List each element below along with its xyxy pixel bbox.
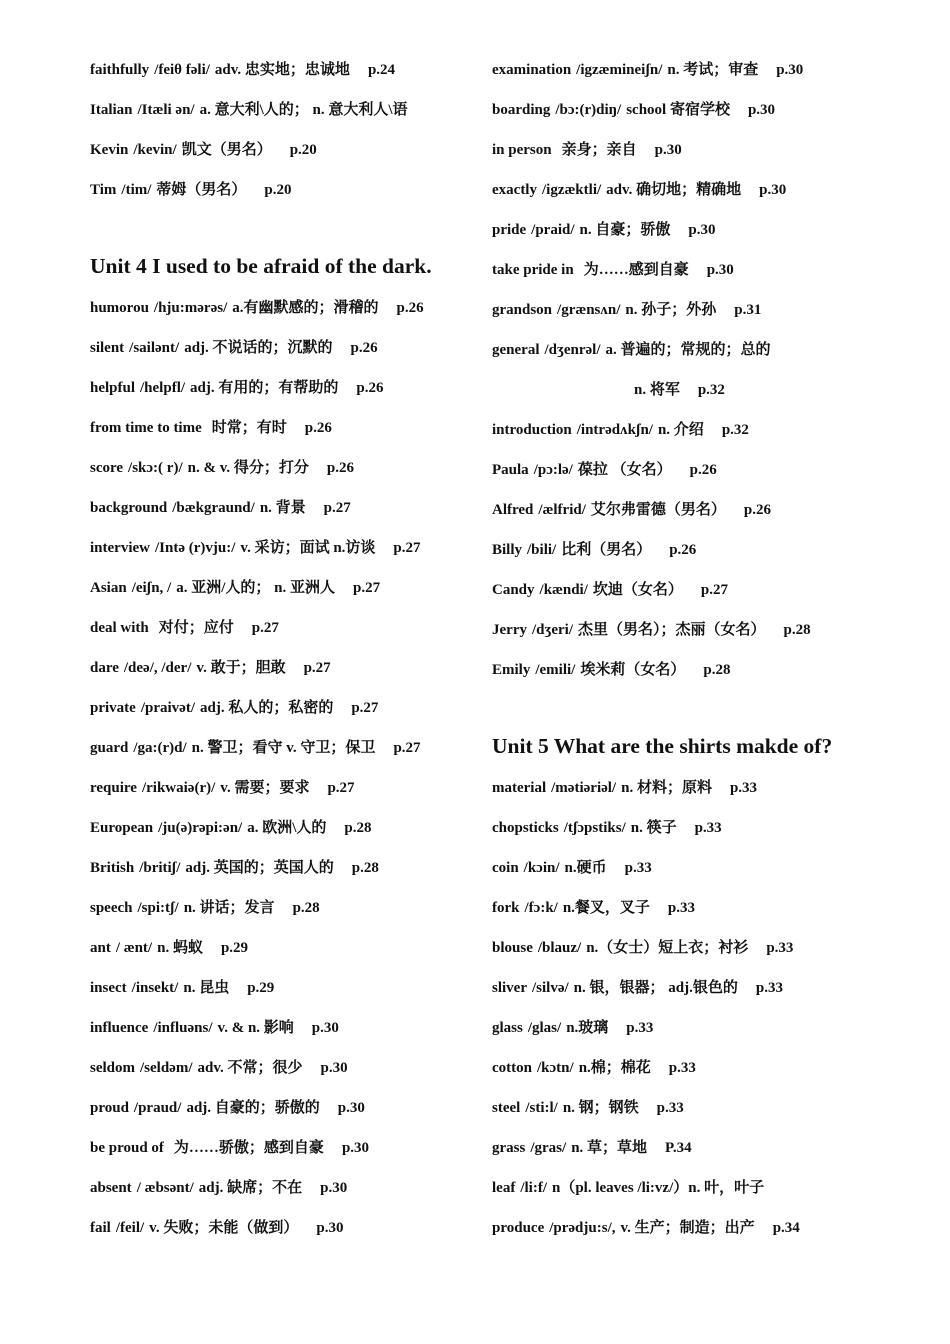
vocab-page: p.26 — [396, 300, 424, 316]
vocab-gloss: adv. 确切地；精确地 — [606, 182, 742, 198]
vocab-phonetic: /emili/ — [535, 662, 576, 678]
vocab-phonetic: /Itæli ən/ — [137, 102, 195, 118]
vocab-gloss: n.硬币 — [564, 860, 607, 876]
vocab-entry — [90, 50, 485, 90]
vocab-word: fork — [492, 900, 520, 916]
left-column — [90, 50, 485, 1248]
vocab-page: p.32 — [697, 382, 725, 398]
vocab-entry — [90, 1008, 485, 1048]
vocab-gloss: 蒂姆（男名） — [156, 182, 247, 198]
vocab-word: steel — [492, 1100, 521, 1116]
vocab-gloss: n.餐叉，叉子 — [562, 900, 650, 916]
vocab-word: boarding — [492, 102, 551, 118]
vocab-page: p.27 — [303, 660, 331, 676]
vocab-phonetic: / ænt/ — [115, 940, 153, 956]
vocab-word: score — [90, 460, 124, 476]
vocab-word: coin — [492, 860, 519, 876]
vocab-gloss: n. 自豪；骄傲 — [579, 222, 671, 238]
vocab-entry — [90, 90, 485, 130]
vocab-page: p.27 — [393, 540, 421, 556]
vocab-page: p.32 — [721, 422, 749, 438]
vocab-page: p.20 — [264, 182, 292, 198]
vocab-phonetic: /deə/, /der/ — [123, 660, 192, 676]
vocab-entry — [90, 768, 485, 808]
vocab-gloss: v. 生产；制造；出产 — [620, 1220, 755, 1236]
vocab-word: examination — [492, 62, 572, 78]
vocab-gloss: 坎迪（女名） — [592, 582, 683, 598]
vocab-gloss: v. & n. 影响 — [217, 1020, 294, 1036]
vocab-word: seldom — [90, 1060, 135, 1076]
vocab-word: influence — [90, 1020, 149, 1036]
vocab-word: fail — [90, 1220, 111, 1236]
vocab-phonetic: /igzæmineiʃn/ — [576, 62, 663, 78]
vocab-gloss: adj. 有用的；有帮助的 — [190, 380, 339, 396]
vocab-gloss: n. 讲话；发言 — [183, 900, 275, 916]
vocab-entry — [90, 608, 485, 648]
vocab-gloss: a. 亚洲/人的； n. 亚洲人 — [176, 580, 335, 596]
vocab-entry — [492, 290, 932, 330]
vocab-gloss: 杰里（男名）；杰丽（女名） — [578, 622, 766, 638]
vocab-gloss: 葆拉 （女名） — [577, 462, 672, 478]
vocab-entry — [492, 530, 932, 570]
vocab-gloss: n.玻璃 — [566, 1020, 609, 1036]
vocab-word: Jerry — [492, 622, 527, 638]
vocab-gloss: 比利（男名） — [561, 542, 652, 558]
vocab-entry — [492, 808, 932, 848]
vocab-word: chopsticks — [492, 820, 559, 836]
vocab-phonetic: /seldəm/ — [140, 1060, 193, 1076]
vocab-entry — [492, 210, 932, 250]
vocab-word: proud — [90, 1100, 129, 1116]
vocab-word: helpful — [90, 380, 136, 396]
vocab-word: interview — [90, 540, 150, 556]
vocab-word: guard — [90, 740, 129, 756]
vocab-phonetic: /grænsʌn/ — [557, 302, 621, 318]
vocab-entry — [90, 568, 485, 608]
vocab-entry — [492, 610, 932, 650]
vocab-phonetic: /intrədʌkʃn/ — [576, 422, 653, 438]
vocab-gloss: a.有幽默感的；滑稽的 — [232, 300, 379, 316]
vocab-page: p.26 — [669, 542, 697, 558]
vocab-entry — [90, 688, 485, 728]
vocab-phonetic: /tim/ — [121, 182, 152, 198]
vocab-page: p.26 — [350, 340, 378, 356]
vocab-page: p.33 — [755, 980, 783, 996]
vocab-entry — [492, 90, 932, 130]
unit4-heading: Unit 4 I used to be afraid of the dark. — [90, 254, 432, 278]
vocab-phonetic: /feiθ fəli/ — [154, 62, 210, 78]
vocab-page: p.27 — [351, 700, 379, 716]
vocab-page: p.33 — [694, 820, 722, 836]
vocab-word: Alfred — [492, 502, 534, 518]
vocab-word: sliver — [492, 980, 527, 996]
vocab-entry — [90, 728, 485, 768]
vocab-entry — [90, 1128, 485, 1168]
vocab-entry — [492, 928, 932, 968]
vocab-phonetic: /silvə/ — [532, 980, 569, 996]
vocab-entry — [492, 1128, 932, 1168]
vocab-word: blouse — [492, 940, 533, 956]
vocab-page: p.30 — [320, 1180, 348, 1196]
vocab-gloss: n. 银，银器； adj.银色的 — [573, 980, 738, 996]
vocab-word: leaf — [492, 1180, 516, 1196]
vocab-phonetic: /helpfl/ — [140, 380, 186, 396]
vocab-phonetic: /kevin/ — [133, 142, 177, 158]
vocab-entry — [492, 1208, 932, 1248]
vocab-entry — [90, 1208, 485, 1248]
vocab-phonetic: /praud/ — [133, 1100, 182, 1116]
vocab-page: p.27 — [393, 740, 421, 756]
vocab-entry — [90, 488, 485, 528]
vocab-gloss: school 寄宿学校 — [626, 102, 730, 118]
vocab-entry — [492, 570, 932, 610]
vocab-phonetic: /rikwaiə(r)/ — [141, 780, 216, 796]
vocab-word: be proud of — [90, 1140, 164, 1156]
vocab-page: p.27 — [700, 582, 729, 598]
vocab-page: p.30 — [311, 1020, 339, 1036]
vocab-word: Asian — [90, 580, 127, 596]
vocab-page: p.33 — [766, 940, 794, 956]
vocab-entry — [90, 648, 485, 688]
vocab-page: p.20 — [289, 142, 317, 158]
vocab-gloss: 埃米莉（女名） — [580, 662, 686, 678]
vocab-entry — [90, 808, 485, 848]
vocab-gloss: 为……感到自豪 — [583, 262, 689, 278]
vocab-entry — [492, 768, 932, 808]
vocab-word: faithfully — [90, 62, 150, 78]
vocab-gloss: 亲身；亲自 — [561, 142, 637, 158]
vocab-page: p.27 — [353, 580, 381, 596]
vocab-phonetic: /eiʃn, / — [131, 580, 172, 596]
vocab-word: Paula — [492, 462, 529, 478]
vocab-page: p.33 — [668, 1060, 696, 1076]
vocab-word: introduction — [492, 422, 572, 438]
vocab-phonetic: /ga:(r)d/ — [133, 740, 187, 756]
vocab-gloss: a. 普遍的；常规的；总的 — [605, 342, 771, 358]
vocab-entry — [492, 888, 932, 928]
vocab-word: cotton — [492, 1060, 532, 1076]
vocab-entry — [90, 408, 485, 448]
vocab-entry — [492, 1168, 932, 1208]
vocab-page: p.30 — [776, 62, 804, 78]
vocab-gloss: 对付；应付 — [158, 620, 234, 636]
vocab-page: p.30 — [688, 222, 716, 238]
vocab-page: p.33 — [729, 780, 758, 796]
vocab-word: Italian — [90, 102, 133, 118]
vocab-entry — [90, 1048, 485, 1088]
vocab-gloss: n. 孙子；外孙 — [625, 302, 717, 318]
vocab-phonetic: / æbsənt/ — [136, 1180, 194, 1196]
vocab-entry — [492, 370, 932, 410]
vocab-word: European — [90, 820, 154, 836]
vocab-phonetic: /pɔ:lə/ — [533, 462, 573, 478]
vocab-page: p.33 — [656, 1100, 684, 1116]
vocab-gloss: 艾尔弗雷德（男名） — [590, 502, 726, 518]
vocab-word: Candy — [492, 582, 535, 598]
vocab-gloss: n. & v. 得分；打分 — [187, 460, 309, 476]
vocab-phonetic: /insekt/ — [131, 980, 179, 996]
vocab-gloss: n.（女士）短上衣；衬衫 — [586, 940, 749, 956]
vocab-word: from time to time — [90, 420, 202, 436]
vocab-phonetic: /feil/ — [115, 1220, 145, 1236]
vocab-word: silent — [90, 340, 125, 356]
vocab-word: pride — [492, 222, 527, 238]
vocab-phonetic: /influəns/ — [153, 1020, 213, 1036]
vocab-page: p.30 — [654, 142, 682, 158]
vocab-page: p.26 — [689, 462, 717, 478]
vocab-page: p.30 — [341, 1140, 370, 1156]
vocab-gloss: a. 欧洲\人的 — [247, 820, 327, 836]
vocab-gloss: adj. 私人的；私密的 — [199, 700, 334, 716]
vocab-entry — [90, 888, 485, 928]
vocab-word: Emily — [492, 662, 531, 678]
right-column — [492, 50, 932, 1248]
vocab-word: absent — [90, 1180, 132, 1196]
vocab-gloss: n. 介绍 — [657, 422, 704, 438]
vocab-gloss: n. 警卫；看守 v. 守卫；保卫 — [191, 740, 376, 756]
vocab-word: private — [90, 700, 136, 716]
vocab-gloss: a. 意大利\人的； n. 意大利人\语 — [199, 102, 408, 118]
vocab-word: ant — [90, 940, 111, 956]
vocab-phonetic: /skɔ:( r)/ — [128, 460, 183, 476]
vocab-page: p.33 — [667, 900, 696, 916]
vocab-word: Tim — [90, 182, 117, 198]
vocab-gloss: v. 需要；要求 — [220, 780, 310, 796]
vocab-phonetic: /blauz/ — [537, 940, 582, 956]
vocab-gloss: adv. 不常；很少 — [197, 1060, 303, 1076]
vocab-gloss: n. 筷子 — [630, 820, 677, 836]
vocab-page: p.27 — [327, 780, 355, 796]
vocab-entry — [492, 250, 932, 290]
vocab-gloss: adv. 忠实地；忠诚地 — [214, 62, 350, 78]
vocab-word: take pride in — [492, 262, 574, 278]
vocab-gloss: n. 昆虫 — [183, 980, 230, 996]
vocab-page: p.30 — [316, 1220, 344, 1236]
vocab-word: humorou — [90, 300, 149, 316]
vocab-phonetic: /ju(ə)rəpi:ən/ — [158, 820, 243, 836]
vocab-gloss: v. 敢于；胆敢 — [196, 660, 286, 676]
vocab-page: p.30 — [320, 1060, 348, 1076]
vocab-word: produce — [492, 1220, 545, 1236]
vocab-page: p.27 — [323, 500, 351, 516]
vocab-page: p.30 — [337, 1100, 365, 1116]
vocab-entry — [492, 1008, 932, 1048]
vocab-phonetic: /bɔ:(r)diŋ/ — [555, 102, 622, 118]
vocab-page: p.24 — [367, 62, 396, 78]
vocab-entry — [90, 848, 485, 888]
vocab-gloss: v. 采访；面试 n.访谈 — [240, 540, 376, 556]
vocab-page: p.28 — [351, 860, 379, 876]
vocab-entry — [90, 1168, 485, 1208]
vocab-entry — [90, 328, 485, 368]
vocab-phonetic: /fɔ:k/ — [524, 900, 558, 916]
vocab-page: p.29 — [247, 980, 275, 996]
vocab-entry — [492, 968, 932, 1008]
vocab-entry — [90, 288, 485, 328]
vocab-phonetic: /bili/ — [527, 542, 557, 558]
vocab-gloss: n. 草；草地 — [571, 1140, 648, 1156]
vocab-phonetic: /mətiəriəl/ — [551, 780, 617, 796]
vocab-gloss: adj. 不说话的；沉默的 — [184, 340, 333, 356]
vocab-entry — [492, 410, 932, 450]
vocab-entry — [90, 528, 485, 568]
vocab-entry — [90, 968, 485, 1008]
vocab-phonetic: /glas/ — [527, 1020, 562, 1036]
vocab-entry — [492, 848, 932, 888]
vocab-phonetic: /kɔtn/ — [537, 1060, 574, 1076]
vocab-word: insect — [90, 980, 127, 996]
vocab-phonetic: /dʒenrəl/ — [544, 342, 601, 358]
vocab-entry — [90, 928, 485, 968]
vocab-page: P.34 — [665, 1140, 692, 1156]
vocab-word: material — [492, 780, 547, 796]
vocab-phonetic: /ælfrid/ — [538, 502, 586, 518]
vocab-phonetic: /hju:mərəs/ — [153, 300, 228, 316]
vocab-phonetic: /praid/ — [531, 222, 575, 238]
vocab-gloss: n. 材料；原料 — [621, 780, 712, 796]
vocab-page: p.28 — [292, 900, 320, 916]
vocab-page: p.26 — [356, 380, 384, 396]
vocab-page: p.29 — [220, 940, 249, 956]
vocab-entry — [492, 1088, 932, 1128]
vocab-gloss: n. 将军 — [634, 382, 680, 398]
vocab-page: p.28 — [344, 820, 372, 836]
vocab-page: p.28 — [703, 662, 731, 678]
vocab-phonetic: /gras/ — [530, 1140, 567, 1156]
vocab-entry — [90, 130, 485, 170]
vocab-word: grass — [492, 1140, 526, 1156]
vocab-page: p.26 — [326, 460, 354, 476]
vocab-phonetic: /dʒeri/ — [531, 622, 574, 638]
vocab-page: p.31 — [734, 302, 762, 318]
vocab-entry — [90, 368, 485, 408]
vocab-word: speech — [90, 900, 133, 916]
vocab-page: p.34 — [772, 1220, 800, 1236]
vocab-gloss: n. 背景 — [259, 500, 306, 516]
vocab-word: exactly — [492, 182, 537, 198]
vocab-gloss: n.棉；棉花 — [578, 1060, 651, 1076]
vocab-phonetic: /tʃɔpstiks/ — [563, 820, 626, 836]
vocab-page: p.26 — [743, 502, 771, 518]
vocab-entry — [492, 50, 932, 90]
vocab-word: general — [492, 342, 540, 358]
unit5-heading: Unit 5 What are the shirts makde of? — [492, 734, 833, 758]
vocab-page: p.26 — [304, 420, 332, 436]
vocab-gloss: n（pl. leaves /li:vz/）n. 叶，叶子 — [552, 1180, 765, 1196]
vocab-word: glass — [492, 1020, 523, 1036]
vocab-phonetic: /sailənt/ — [129, 340, 180, 356]
vocab-phonetic: /prədju:s/, — [549, 1220, 616, 1236]
vocab-word: Kevin — [90, 142, 129, 158]
vocab-gloss: adj. 英国的；英国人的 — [185, 860, 334, 876]
vocab-entry — [492, 490, 932, 530]
vocab-word: background — [90, 500, 168, 516]
vocab-gloss: v. 失败；未能（做到） — [149, 1220, 299, 1236]
vocab-entry — [492, 450, 932, 490]
vocab-gloss: 凯文（男名） — [181, 142, 272, 158]
vocab-page: p.30 — [706, 262, 734, 278]
vocab-entry — [90, 170, 485, 210]
vocab-phonetic: /bækgraund/ — [172, 500, 255, 516]
vocab-gloss: 时常；有时 — [211, 420, 287, 436]
vocab-page: p.30 — [759, 182, 787, 198]
vocab-page: p.28 — [783, 622, 811, 638]
vocab-phonetic: /spi:tʃ/ — [137, 900, 179, 916]
vocab-page: p.33 — [624, 860, 652, 876]
vocab-gloss: n. 考试；审查 — [667, 62, 759, 78]
vocab-phonetic: /Intə (r)vju:/ — [154, 540, 236, 556]
vocab-word: deal with — [90, 620, 149, 636]
vocab-phonetic: /kændi/ — [539, 582, 588, 598]
vocab-gloss: n. 钢；钢铁 — [562, 1100, 639, 1116]
vocab-phonetic: /praivət/ — [140, 700, 195, 716]
vocab-gloss: adj. 缺席；不在 — [198, 1180, 303, 1196]
vocab-word: dare — [90, 660, 119, 676]
vocab-entry — [492, 1048, 932, 1088]
vocab-phonetic: /sti:l/ — [525, 1100, 558, 1116]
vocab-word: Billy — [492, 542, 523, 558]
vocab-gloss: 为……骄傲；感到自豪 — [173, 1140, 324, 1156]
vocab-entry — [90, 1088, 485, 1128]
vocab-entry — [90, 448, 485, 488]
vocab-phonetic: /britiʃ/ — [139, 860, 181, 876]
vocab-word: require — [90, 780, 137, 796]
vocab-phonetic: /igzæktli/ — [541, 182, 602, 198]
vocab-gloss: adj. 自豪的；骄傲的 — [186, 1100, 320, 1116]
vocab-word: British — [90, 860, 135, 876]
vocab-entry — [492, 170, 932, 210]
vocab-page: p.27 — [251, 620, 279, 636]
vocab-gloss: n. 蚂蚁 — [157, 940, 203, 956]
vocab-phonetic: /li:f/ — [520, 1180, 547, 1196]
vocab-page: p.30 — [747, 102, 776, 118]
vocab-phonetic: /kɔin/ — [523, 860, 560, 876]
vocab-word: grandson — [492, 302, 553, 318]
vocab-page: p.33 — [626, 1020, 654, 1036]
vocab-entry — [492, 130, 932, 170]
vocab-entry — [492, 650, 932, 690]
vocab-word: in person — [492, 142, 552, 158]
vocab-entry — [492, 330, 932, 370]
